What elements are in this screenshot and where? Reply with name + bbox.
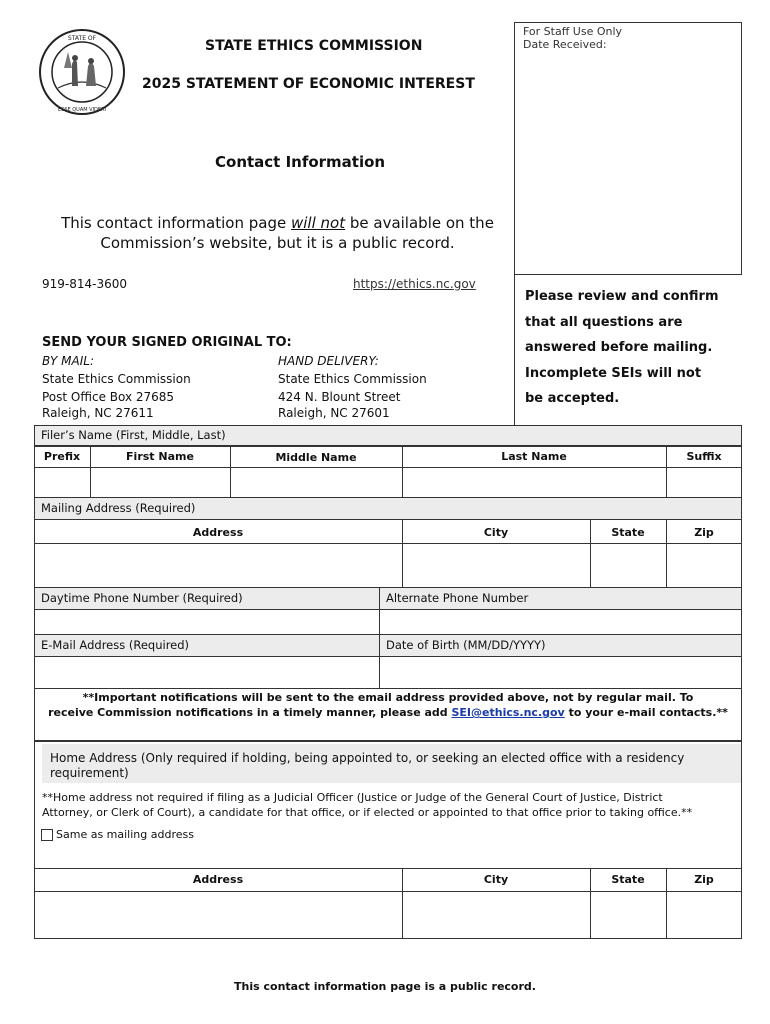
home-col-state: State bbox=[611, 873, 645, 886]
notice-emphasis: will not bbox=[290, 214, 346, 232]
home-address-header: Home Address (Only required if holding, being appointed to, or seeking an elected office with a residency requirement) bbox=[42, 744, 741, 783]
by-mail-address: BY MAIL: State Ethics Commission Post Office Box 27685 Raleigh, NC 27611 bbox=[42, 354, 191, 420]
first-name-input[interactable] bbox=[92, 470, 232, 496]
home-col-address: Address bbox=[192, 873, 244, 886]
dob-input[interactable] bbox=[382, 658, 742, 688]
date-received-label: Date Received: bbox=[523, 38, 607, 51]
prefix-input[interactable] bbox=[36, 470, 92, 496]
home-state-input[interactable] bbox=[592, 894, 668, 938]
col-first-name: First Name bbox=[126, 450, 194, 463]
footer-note: This contact information page is a public record. bbox=[234, 980, 536, 993]
home-city-input[interactable] bbox=[404, 894, 592, 938]
state-seal bbox=[38, 28, 126, 116]
col-address: Address bbox=[192, 526, 244, 539]
mailing-zip-input[interactable] bbox=[668, 546, 744, 586]
email-input[interactable] bbox=[36, 658, 380, 688]
website-link[interactable]: https://ethics.nc.gov bbox=[353, 277, 476, 291]
checkbox-box[interactable] bbox=[41, 829, 53, 841]
col-state: State bbox=[611, 526, 645, 539]
agency-title: STATE ETHICS COMMISSION bbox=[205, 38, 423, 54]
col-zip: Zip bbox=[694, 526, 714, 539]
mailing-address-input[interactable] bbox=[36, 546, 404, 586]
seal-icon bbox=[38, 28, 126, 116]
home-col-city: City bbox=[483, 873, 509, 886]
dob-header: Date of Birth (MM/DD/YYYY) bbox=[380, 635, 741, 656]
hand-delivery-address: HAND DELIVERY: State Ethics Commission 424 N. Blount Street Raleigh, NC 27601 bbox=[278, 354, 427, 420]
svg-text:ESSE QUAM VIDERI: ESSE QUAM VIDERI bbox=[57, 107, 107, 113]
alt-phone-header: Alternate Phone Number bbox=[380, 588, 741, 609]
same-as-mailing-label: Same as mailing address bbox=[56, 828, 194, 841]
suffix-input[interactable] bbox=[668, 470, 744, 496]
filer-name-header: Filer’s Name (First, Middle, Last) bbox=[35, 426, 741, 446]
daytime-phone-header: Daytime Phone Number (Required) bbox=[35, 588, 379, 609]
mailing-address-header: Mailing Address (Required) bbox=[35, 498, 741, 519]
col-middle-name: Middle Name bbox=[275, 451, 357, 464]
middle-name-input[interactable] bbox=[232, 470, 404, 496]
staff-use-box bbox=[514, 22, 742, 275]
section-title: Contact Information bbox=[215, 153, 386, 171]
col-prefix: Prefix bbox=[43, 450, 81, 463]
phone-number: 919-814-3600 bbox=[42, 277, 128, 291]
review-notice: Please review and confirm that all questions are answered before mailing. Incomplete SEIs will not be accepted. bbox=[525, 289, 719, 407]
same-as-mailing-checkbox[interactable] bbox=[41, 828, 194, 841]
send-to-title: SEND YOUR SIGNED ORIGINAL TO: bbox=[42, 335, 292, 350]
svg-text:STATE OF: STATE OF bbox=[67, 35, 97, 42]
email-notice: **Important notifications will be sent to the email address provided above, not by regular mail. To receive Commission notifications in a timely manner, please add SEI@ethics.nc.gov to your e-mail contacts.** bbox=[48, 691, 728, 719]
home-zip-input[interactable] bbox=[668, 894, 744, 938]
staff-use-label: For Staff Use Only bbox=[523, 25, 623, 38]
home-address-input[interactable] bbox=[36, 894, 404, 938]
email-header: E-Mail Address (Required) bbox=[35, 635, 379, 656]
public-record-notice: This contact information page will not be available on the Commission’s website, but it is a public record. bbox=[61, 214, 494, 252]
mailing-city-input[interactable] bbox=[404, 546, 592, 586]
mailing-state-input[interactable] bbox=[592, 546, 668, 586]
sei-email-link[interactable]: SEI@ethics.nc.gov bbox=[451, 706, 565, 719]
home-address-note: **Home address not required if filing as a Judicial Officer (Justice or Judge of the General Court of Justice, District Attorney, or Clerk of Court), a candidate for that office, or if elected or appointed to that office prior to taking office.** bbox=[42, 791, 693, 819]
daytime-phone-input[interactable] bbox=[36, 611, 380, 635]
col-suffix: Suffix bbox=[686, 450, 722, 463]
form-title: 2025 STATEMENT OF ECONOMIC INTEREST bbox=[142, 76, 475, 92]
col-city: City bbox=[483, 526, 509, 539]
col-last-name: Last Name bbox=[501, 450, 567, 463]
last-name-input[interactable] bbox=[404, 470, 668, 496]
home-col-zip: Zip bbox=[694, 873, 714, 886]
alt-phone-input[interactable] bbox=[382, 611, 742, 635]
